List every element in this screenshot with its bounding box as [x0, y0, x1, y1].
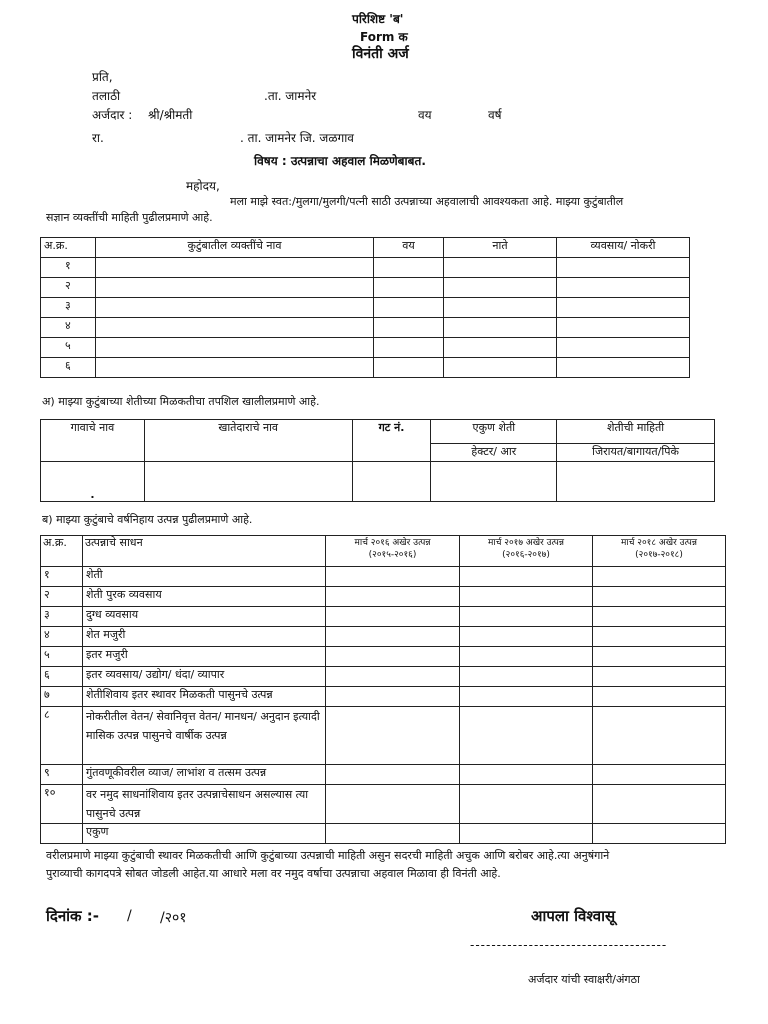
income-cell[interactable] — [593, 627, 726, 647]
row-number: ८ — [41, 707, 83, 765]
row-number: ९ — [41, 765, 83, 785]
row-number: १ — [41, 258, 96, 278]
income-cell[interactable] — [460, 824, 593, 844]
income-cell[interactable] — [326, 765, 460, 785]
age-cell[interactable] — [374, 358, 444, 378]
income-source: गुंतवणूकीवरील व्याज/ लाभांश व तत्सम उत्पन्न — [83, 765, 326, 785]
income-cell[interactable] — [326, 627, 460, 647]
income-cell[interactable] — [593, 765, 726, 785]
row-number: ५ — [41, 338, 96, 358]
income-cell[interactable] — [593, 687, 726, 707]
row-number: ४ — [41, 318, 96, 338]
relation-cell[interactable] — [444, 318, 557, 338]
income-cell[interactable] — [460, 687, 593, 707]
income-cell[interactable] — [326, 647, 460, 667]
section-a-heading: अ) माझ्या कुटुंबाच्या शेतीच्या मिळकतीचा तपशिल खालीलप्रमाणे आहे. — [42, 395, 320, 408]
income-cell[interactable] — [460, 647, 593, 667]
crop-type-cell[interactable] — [557, 462, 715, 502]
table-row — [41, 707, 726, 765]
income-cell[interactable] — [460, 567, 593, 587]
occupation-cell[interactable] — [557, 358, 690, 378]
col-info: शेतीची माहिती — [557, 420, 715, 444]
col-village: गावाचे नाव — [41, 420, 145, 462]
col-hectare: हेक्टर/ आर — [431, 444, 557, 462]
table-row — [41, 358, 690, 378]
col-source: उत्पन्नाचे साधन — [83, 536, 326, 567]
col-gat: गट नं. — [352, 420, 431, 462]
col-year-2016 — [326, 536, 460, 567]
taluka-label: .ता. जामनेर — [264, 89, 317, 103]
col-year-2017 — [460, 536, 593, 567]
table-row — [41, 824, 726, 844]
relation-cell[interactable] — [444, 278, 557, 298]
income-cell[interactable] — [326, 567, 460, 587]
title-label: श्री/श्रीमती — [148, 108, 193, 122]
row-number: २ — [41, 278, 96, 298]
gat-cell[interactable] — [352, 462, 431, 502]
col-crop-type: जिरायत/बागायत/पिके — [557, 444, 715, 462]
row-number: ६ — [41, 358, 96, 378]
name-cell[interactable] — [96, 258, 374, 278]
table-row — [41, 647, 726, 667]
table-row — [41, 567, 726, 587]
relation-cell[interactable] — [444, 298, 557, 318]
table-row — [41, 587, 726, 607]
income-cell[interactable] — [593, 707, 726, 765]
date-separator-1: / — [127, 908, 132, 924]
relation-cell[interactable] — [444, 258, 557, 278]
district-label: . ता. जामनेर जि. जळगाव — [240, 131, 354, 145]
occupation-cell[interactable] — [557, 258, 690, 278]
income-source: नोकरीतील वेतन/ सेवानिवृत्त वेतन/ मानधन/ अनुदान इत्यादी मासिक उत्पन्न पासुनचे वार्षीक उत्पन्न — [83, 707, 326, 765]
age-cell[interactable] — [374, 298, 444, 318]
income-cell[interactable] — [460, 765, 593, 785]
signature-label: अर्जदार यांची स्वाक्षरी/अंगठा — [528, 973, 640, 986]
table-row — [41, 687, 726, 707]
income-cell[interactable] — [593, 785, 726, 824]
col-total: एकुण शेती — [431, 420, 557, 444]
year-2017-label: मार्च २०१७ अखेर उत्पन्न — [488, 538, 564, 548]
hectare-cell[interactable] — [431, 462, 557, 502]
row-number: ३ — [41, 298, 96, 318]
age-cell[interactable] — [374, 278, 444, 298]
table-row — [41, 785, 726, 824]
income-cell[interactable] — [460, 707, 593, 765]
income-cell[interactable] — [593, 567, 726, 587]
table-row — [41, 298, 690, 318]
col-age: वय — [374, 238, 444, 258]
table-row — [41, 667, 726, 687]
income-source: शेती — [83, 567, 326, 587]
table-row — [41, 338, 690, 358]
table-row — [41, 627, 726, 647]
intro-line-1: मला माझे स्वत:/मुलगा/मुलगी/पत्नी साठी उत्पन्नाच्या अहवालाची आवश्यकता आहे. माझ्या कुटुंबातील — [230, 195, 624, 208]
occupation-cell[interactable] — [557, 318, 690, 338]
col-name: कुटुंबातील व्यक्तींचे नाव — [96, 238, 374, 258]
year-2016-label: मार्च २०१६ अखेर उत्पन्न — [354, 538, 431, 548]
residence-label: रा. — [92, 131, 104, 145]
yours-faithfully: आपला विश्वासू — [531, 907, 616, 925]
income-cell[interactable] — [460, 587, 593, 607]
name-cell[interactable] — [96, 358, 374, 378]
year-2017-range: (२०१६-२०१७) — [502, 550, 550, 560]
income-cell[interactable] — [593, 587, 726, 607]
row-number: ४ — [41, 627, 83, 647]
row-number: १० — [41, 785, 83, 824]
applicant-label: अर्जदार : — [92, 108, 133, 122]
income-cell[interactable] — [460, 607, 593, 627]
income-cell[interactable] — [593, 824, 726, 844]
age-label: वय — [418, 108, 432, 122]
income-cell[interactable] — [593, 647, 726, 667]
year-2018-range: (२०१७-२०१८) — [635, 550, 683, 560]
name-cell[interactable] — [96, 298, 374, 318]
occupation-cell[interactable] — [557, 278, 690, 298]
col-sr: अ.क्र. — [41, 238, 96, 258]
row-number: ६ — [41, 667, 83, 687]
income-cell[interactable] — [326, 824, 460, 844]
relation-cell[interactable] — [444, 358, 557, 378]
income-table — [40, 535, 726, 844]
row-number: १ — [41, 567, 83, 587]
village-cell[interactable]: . — [41, 462, 145, 502]
total-label: एकुण — [83, 824, 326, 844]
age-cell[interactable] — [374, 258, 444, 278]
row-number: २ — [41, 587, 83, 607]
col-occupation: व्यवसाय/ नोकरी — [557, 238, 690, 258]
income-cell[interactable] — [326, 587, 460, 607]
income-cell[interactable] — [460, 785, 593, 824]
table-row — [41, 462, 715, 502]
subject-line: विषय : उत्पन्नाचा अहवाल मिळणेबाबत. — [254, 154, 426, 168]
col-year-2018 — [593, 536, 726, 567]
section-b-heading: ब) माझ्या कुटुंबाचे वर्षनिहाय उत्पन्न पुढीलप्रमाणे आहे. — [42, 513, 253, 526]
row-number: ७ — [41, 687, 83, 707]
income-cell[interactable] — [593, 667, 726, 687]
members-header-row — [41, 238, 690, 258]
row-number — [41, 824, 83, 844]
income-cell[interactable] — [326, 707, 460, 765]
income-cell[interactable] — [326, 667, 460, 687]
closing-line-2: पुराव्याची कागदपत्रे सोबत जोडली आहेत.या आधारे मला वर नमुद वर्षाचा उत्पन्नाचा अहवाल मिळावा ही विनंती आहे. — [46, 867, 501, 880]
land-table — [40, 419, 715, 502]
age-cell[interactable] — [374, 318, 444, 338]
col-relation: नाते — [444, 238, 557, 258]
age-cell[interactable] — [374, 338, 444, 358]
page-title: विनंती अर्ज — [352, 46, 409, 62]
signature-line[interactable]: ------------------------------------- — [470, 938, 668, 952]
income-cell[interactable] — [460, 667, 593, 687]
occupation-cell[interactable] — [557, 338, 690, 358]
income-source: शेतीशिवाय इतर स्थावर मिळकती पासुनचे उत्पन्न — [83, 687, 326, 707]
to-label: प्रति, — [92, 70, 113, 84]
income-cell[interactable] — [460, 627, 593, 647]
table-row — [41, 278, 690, 298]
intro-line-2: सज्ञान व्यक्तींची माहिती पुढीलप्रमाणे आहे. — [46, 211, 213, 224]
date-separator-2[interactable]: /२०१ — [160, 910, 187, 926]
occupation-cell[interactable] — [557, 298, 690, 318]
income-source: शेती पुरक व्यवसाय — [83, 587, 326, 607]
name-cell[interactable] — [96, 278, 374, 298]
members-table — [40, 237, 690, 378]
table-row — [41, 607, 726, 627]
income-cell[interactable] — [593, 607, 726, 627]
income-cell[interactable] — [326, 785, 460, 824]
income-cell[interactable] — [326, 607, 460, 627]
form-label: Form क — [360, 30, 408, 44]
col-holder: खातेदाराचे नाव — [144, 420, 352, 462]
year-2016-range: (२०१५-२०१६) — [368, 550, 417, 560]
closing-line-1: वरीलप्रमाणे माझ्या कुटुंबाची स्थावर मिळकतीची आणि कुटुंबाच्या उत्पन्नाची माहिती असुन सदरची माहिती अचुक आणि बरोबर आहे.त्या अनुषंगाने — [46, 849, 610, 862]
talathi-label: तलाठी — [92, 89, 121, 103]
income-source: इतर व्यवसाय/ उद्योग/ धंदा/ व्यापार — [83, 667, 326, 687]
row-number: ३ — [41, 607, 83, 627]
years-label: वर्ष — [488, 108, 502, 122]
annex-label: परिशिष्ट 'ब' — [352, 12, 404, 26]
income-source: शेत मजुरी — [83, 627, 326, 647]
income-source: इतर मजुरी — [83, 647, 326, 667]
table-row — [41, 318, 690, 338]
income-source: दुग्ध व्यवसाय — [83, 607, 326, 627]
table-row — [41, 765, 726, 785]
table-row — [41, 258, 690, 278]
relation-cell[interactable] — [444, 338, 557, 358]
date-label: दिनांक :- — [46, 907, 100, 925]
name-cell[interactable] — [96, 318, 374, 338]
salutation: महोदय, — [186, 179, 220, 193]
year-2018-label: मार्च २०१८ अखेर उत्पन्न — [621, 538, 697, 548]
income-cell[interactable] — [326, 687, 460, 707]
row-number: ५ — [41, 647, 83, 667]
income-source: वर नमुद साधनांशिवाय इतर उत्पन्नाचेसाधन असल्यास त्या पासुनचे उत्पन्न — [83, 785, 326, 824]
name-cell[interactable] — [96, 338, 374, 358]
col-sr: अ.क्र. — [41, 536, 83, 567]
holder-cell[interactable] — [144, 462, 352, 502]
